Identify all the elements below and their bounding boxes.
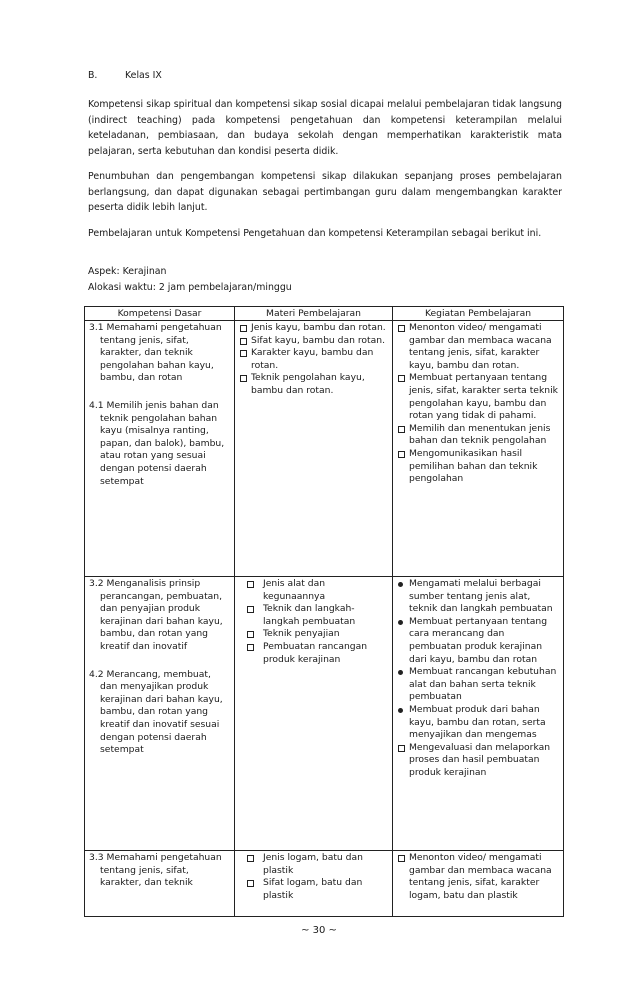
paragraph-penumbuhan: Penumbuhan dan pengembangan kompetensi sikap dilakukan sepanjang proses pembelajaran berlangsung, dan dapat digunakan sebagai pertimbangan guru dalam mengembangkan karakter peserta didik lebih lanjut. [88, 171, 562, 214]
header-kompetensi-dasar: Kompetensi Dasar [85, 307, 235, 321]
list-item: Mengamati melalui berbagai sumber tentang jenis alat, teknik dan langkah pembuatan [397, 578, 559, 616]
materi-cell [235, 321, 393, 577]
list-item: Jenis alat dan kegunaannya [239, 578, 388, 603]
kd-item: 4.2 Merancang, membuat, dan menyajikan produk kerajinan dari bahan kayu, bambu, dan rotan yang kreatif dan inovatif sesuai dengan potensi daerah setempat [89, 668, 223, 756]
aspek-label: Aspek: Kerajinan [88, 266, 167, 277]
table-row [85, 577, 564, 851]
page-number: ~ 30 ~ [301, 925, 337, 936]
alokasi-waktu: Alokasi waktu: 2 jam pembelajaran/minggu [88, 281, 292, 293]
list-item: Membuat pertanyaan tentang cara merancang dan pembuatan produk kerajinan dari kayu, bambu dan rotan [397, 616, 559, 666]
list-item: Jenis logam, batu dan plastik [239, 852, 388, 877]
list-item: Mengomunikasikan hasil pemilihan bahan dan teknik pengolahan [397, 448, 559, 486]
paragraph-sikap: Kompetensi sikap spiritual dan kompetensi sikap sosial dicapai melalui pembelajaran tidak langsung (indirect teaching) pada kompetensi pengetahuan dan kompetensi keterampilan melalui keteladanan, pembiasaan, dan budaya sekolah dengan memperhatikan karakteristik mata pelajaran, serta kebutuhan dan kondisi peserta didik. [88, 99, 562, 157]
section-title: Kelas IX [125, 70, 162, 81]
kegiatan-cell [393, 851, 564, 917]
materi-cell [235, 851, 393, 917]
materi-cell [235, 577, 393, 851]
list-item: Karakter kayu, bambu dan rotan. [239, 347, 388, 372]
kd-item: 3.1 Memahami pengetahuan tentang jenis, sifat, karakter, dan teknik pengolahan bahan kayu, bambu, dan rotan [89, 322, 222, 384]
kompetensi-table [84, 306, 564, 917]
table-row [85, 321, 564, 577]
kegiatan-cell [393, 577, 564, 851]
list-item: Memilih dan menentukan jenis bahan dan teknik pengolahan [397, 423, 559, 448]
list-item: Menonton video/ mengamati gambar dan membaca wacana tentang jenis, sifat, karakter kayu, bambu dan rotan. [397, 322, 559, 372]
list-item: Membuat pertanyaan tentang jenis, sifat, karakter serta teknik pengolahan kayu, bambu dan rotan yang tidak di pahami. [397, 372, 559, 422]
paragraph-pembelajaran: Pembelajaran untuk Kompetensi Pengetahuan dan kompetensi Keterampilan sebagai berikut ini. [88, 228, 542, 239]
kd-cell [85, 577, 235, 851]
section-number: B. [88, 70, 98, 81]
list-item: Jenis kayu, bambu dan rotan. [239, 322, 388, 335]
list-item: Mengevaluasi dan melaporkan proses dan hasil pembuatan produk kerajinan [397, 742, 559, 780]
header-kegiatan-pembelajaran: Kegiatan Pembelajaran [393, 307, 564, 321]
list-item: Pembuatan rancangan produk kerajinan [239, 641, 388, 666]
section-heading [88, 68, 162, 84]
kd-cell [85, 321, 235, 577]
list-item: Teknik penyajian [239, 628, 388, 641]
kegiatan-cell [393, 321, 564, 577]
header-materi-pembelajaran: Materi Pembelajaran [235, 307, 393, 321]
list-item: Teknik pengolahan kayu, bambu dan rotan. [239, 372, 388, 397]
kd-item: 4.1 Memilih jenis bahan dan teknik pengolahan bahan kayu (misalnya ranting, papan, dan balok), bambu, atau rotan yang sesuai dengan potensi daerah setempat [89, 399, 225, 487]
list-item: Sifat logam, batu dan plastik [239, 877, 388, 902]
list-item: Membuat rancangan kebutuhan alat dan bahan serta teknik pembuatan [397, 666, 559, 704]
aspek-block [88, 264, 292, 295]
kd-item: 3.2 Menganalisis prinsip perancangan, pembuatan, dan penyajian produk kerajinan dari bahan kayu, bambu, dan rotan yang kreatif dan inovatif [89, 578, 223, 652]
table-header-row [85, 307, 564, 321]
list-item: Teknik dan langkah-langkah pembuatan [239, 603, 388, 628]
list-item: Sifat kayu, bambu dan rotan. [239, 335, 388, 348]
list-item: Membuat produk dari bahan kayu, bambu dan rotan, serta menyajikan dan mengemas [397, 704, 559, 742]
kd-cell [85, 851, 235, 917]
kd-item: 3.3 Memahami pengetahuan tentang jenis, sifat, karakter, dan teknik [89, 852, 222, 889]
list-item: Menonton video/ mengamati gambar dan membaca wacana tentang jenis, sifat, karakter logam, batu dan plastik [397, 852, 559, 902]
table-row [85, 851, 564, 917]
